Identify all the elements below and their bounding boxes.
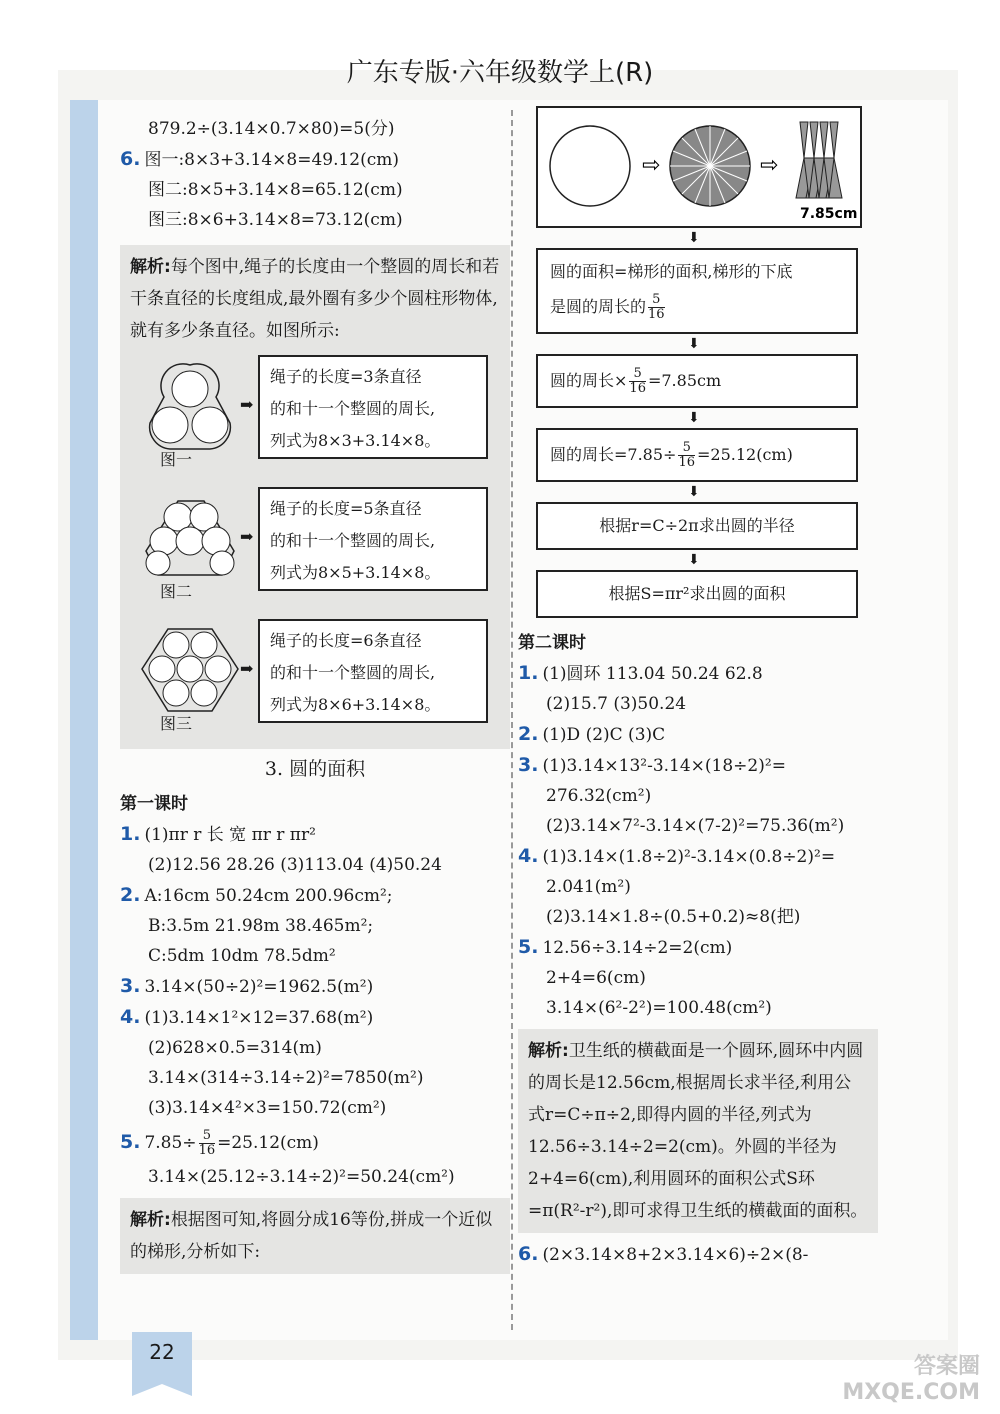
explanation-box <box>258 487 488 591</box>
question-number: 2. <box>518 723 539 745</box>
svg-text:⇨: ⇨ <box>642 153 661 178</box>
circles-diagram-3 <box>138 621 242 717</box>
watermark-line: MXQE.COM <box>842 1380 980 1405</box>
arrow-down-icon: ⬇ <box>688 336 700 352</box>
answer-line: (2)15.7 (3)50.24 <box>546 694 687 714</box>
flow-text-part: 是圆的周长的 <box>550 297 647 316</box>
analysis-body: 根据图可知,将圆分成16等份,拼成一个近似的梯形,分析如下: <box>130 1210 493 1262</box>
answer-line: 879.2÷(3.14×0.7×80)=5(分) <box>148 119 395 139</box>
box-line: 的和十一个整圆的周长, <box>270 399 436 418</box>
flow-text-part: =7.85cm <box>647 371 722 390</box>
answer-line: (1)D (2)C (3)C <box>542 725 666 745</box>
fraction <box>648 293 665 322</box>
figure-2 <box>130 483 500 611</box>
question-6 <box>518 1239 938 1270</box>
question-number: 4. <box>120 1006 141 1028</box>
right-column <box>518 100 938 1270</box>
fraction <box>199 1129 216 1158</box>
answer-line: (2)3.14×7²-3.14×(7-2)²=75.36(m²) <box>546 816 845 836</box>
question-1 <box>120 819 510 850</box>
flow-step-1 <box>536 248 858 334</box>
question-number: 1. <box>120 823 141 845</box>
answer-line: 3.14×(314÷3.14÷2)²=7850(m²) <box>148 1068 424 1088</box>
flow-illustration <box>536 106 862 228</box>
binding-stripe <box>70 100 98 1340</box>
answer-line: 图二:8×5+3.14×8=65.12(cm) <box>148 180 403 200</box>
analysis-block <box>518 1029 878 1233</box>
section-title: 3. 圆的面积 <box>264 758 366 780</box>
box-line: 列式为8×5+3.14×8。 <box>270 563 441 582</box>
answer-line: A:16cm 50.24cm 200.96cm²; <box>144 886 393 906</box>
flow-step-2 <box>536 354 858 408</box>
denominator: 16 <box>198 1143 216 1158</box>
question-4 <box>518 841 938 872</box>
answer-line: 图一:8×3+3.14×8=49.12(cm) <box>144 150 400 170</box>
answer-line: (3)3.14×4²×3=150.72(cm²) <box>148 1098 387 1118</box>
question-number: 3. <box>518 754 539 776</box>
flow-text-part: =25.12(cm) <box>697 445 793 464</box>
arrow-right-icon: ➡ <box>240 659 254 678</box>
flow-step-3 <box>536 428 858 482</box>
explanation-box <box>258 355 488 459</box>
question-number: 5. <box>518 936 539 958</box>
figure-caption: 图三 <box>160 714 193 733</box>
answer-line: 3.14×(6²-2²)=100.48(cm²) <box>546 998 772 1018</box>
answer-line: (1)3.14×1²×12=37.68(m²) <box>144 1008 374 1028</box>
answer-line: (2)12.56 28.26 (3)113.04 (4)50.24 <box>148 855 442 875</box>
answer-line: 2.041(m²) <box>546 877 631 897</box>
denominator: 16 <box>629 381 646 396</box>
arrow-down-icon: ⬇ <box>688 484 700 500</box>
answer-line: 276.32(cm²) <box>546 786 652 806</box>
numerator: 5 <box>199 1129 216 1144</box>
trapezoid-label: 7.85cm <box>800 206 858 222</box>
numerator: 5 <box>648 293 665 308</box>
circle-to-trapezoid-diagram <box>538 108 860 226</box>
box-line: 列式为8×3+3.14×8。 <box>270 431 441 450</box>
analysis-label: 解析: <box>130 257 171 277</box>
question-number: 1. <box>518 662 539 684</box>
question-3 <box>518 750 938 781</box>
numerator: 5 <box>678 441 695 456</box>
explanation-box <box>258 619 488 723</box>
page-content <box>98 100 948 1340</box>
answer-line: 图三:8×6+3.14×8=73.12(cm) <box>148 210 403 230</box>
box-line: 绳子的长度=5条直径 <box>270 499 422 518</box>
lesson-title: 第二课时 <box>518 633 586 653</box>
flow-text <box>550 288 844 326</box>
answer-line: B:3.5m 21.98m 38.465m²; <box>148 916 374 936</box>
analysis-text <box>130 1204 500 1268</box>
watermark <box>842 1354 980 1406</box>
arrow-right-icon: ➡ <box>240 527 254 546</box>
question-number: 3. <box>120 975 141 997</box>
answer-line: (2)628×0.5=314(m) <box>148 1038 322 1058</box>
answer-line: 12.56÷3.14÷2=2(cm) <box>542 938 733 958</box>
answer-line: 3.14×(25.12÷3.14÷2)²=50.24(cm²) <box>148 1167 455 1187</box>
page-number: 22 <box>132 1332 192 1384</box>
box-line: 的和十一个整圆的周长, <box>270 531 436 550</box>
analysis-label: 解析: <box>528 1041 569 1061</box>
answer-line: (1)3.14×(1.8÷2)²-3.14×(0.8÷2)²= <box>542 847 836 867</box>
page-header: 广东专版·六年级数学上(R) <box>346 58 654 88</box>
answer-line: 2+4=6(cm) <box>546 968 646 988</box>
figure-caption: 图一 <box>160 450 193 469</box>
left-column <box>120 100 510 1274</box>
analysis-block <box>120 245 510 749</box>
arrow-right-icon: ➡ <box>240 395 254 414</box>
denominator: 16 <box>678 455 695 470</box>
flow-text: 圆的面积=梯形的面积,梯形的下底 <box>550 262 793 281</box>
box-line: 列式为8×6+3.14×8。 <box>270 695 441 714</box>
analysis-text <box>130 251 500 347</box>
analysis-body: 卫生纸的横截面是一个圆环,圆环中内圆的周长是12.56cm,根据周长求半径,利用公式r=C÷π÷2,即得内圆的半径,列式为12.56÷3.14÷2=2(cm)。外圆的半径为2+4=6(cm),利用圆环的面积公式S环=π(R²-r²),即可求得卫生纸的横截面的面积。 <box>528 1041 868 1221</box>
lesson-title: 第一课时 <box>120 794 188 814</box>
circles-diagram-2 <box>138 489 242 585</box>
figure-1 <box>130 351 500 479</box>
question-number: 6. <box>120 148 141 170</box>
flow-text: 根据S=πr²求出圆的面积 <box>608 584 786 603</box>
analysis-block <box>120 1198 510 1274</box>
question-number: 2. <box>120 884 141 906</box>
analysis-label: 解析: <box>130 1210 171 1230</box>
flow-text-part: 圆的周长=7.85÷ <box>550 445 677 464</box>
question-2 <box>120 880 510 911</box>
question-6 <box>120 144 510 175</box>
question-number: 6. <box>518 1243 539 1265</box>
figure-3 <box>130 615 500 743</box>
box-line: 绳子的长度=6条直径 <box>270 631 422 650</box>
answer-text: =25.12(cm) <box>217 1133 319 1153</box>
numerator: 5 <box>629 367 646 382</box>
arrow-down-icon: ⬇ <box>688 410 700 426</box>
question-number: 4. <box>518 845 539 867</box>
question-1 <box>518 658 938 689</box>
figure-caption: 图二 <box>160 582 193 601</box>
flowchart <box>518 106 938 618</box>
svg-text:⇨: ⇨ <box>760 153 779 178</box>
fraction <box>678 441 695 470</box>
question-2 <box>518 719 938 750</box>
analysis-text <box>528 1035 868 1227</box>
answer-line: (2×3.14×8+2×3.14×6)÷2×(8- <box>542 1245 809 1265</box>
column-divider <box>511 110 513 1330</box>
answer-line: 3.14×(50÷2)²=1962.5(m²) <box>144 977 374 997</box>
arrow-down-icon: ⬇ <box>688 230 700 246</box>
answer-text: 7.85÷ <box>144 1133 197 1153</box>
flow-step-4 <box>536 502 858 550</box>
box-line: 绳子的长度=3条直径 <box>270 367 422 386</box>
answer-line: (1)圆环 113.04 50.24 62.8 <box>542 664 763 684</box>
answer-line: C:5dm 10dm 78.5dm² <box>148 946 336 966</box>
question-3 <box>120 971 510 1002</box>
flow-text-part: 圆的周长× <box>550 371 628 390</box>
analysis-body: 每个图中,绳子的长度由一个整圆的周长和若干条直径的长度组成,最外圈有多少个圆柱形物体,就有多少条直径。如图所示: <box>130 257 500 341</box>
question-4 <box>120 1002 510 1033</box>
flow-text <box>550 362 844 400</box>
question-5 <box>518 932 938 963</box>
watermark-line: 答案圈 <box>913 1354 980 1379</box>
circles-diagram-1 <box>138 357 242 453</box>
flow-step-5 <box>536 570 858 618</box>
question-number: 5. <box>120 1131 141 1153</box>
fraction <box>629 367 646 396</box>
flow-text: 根据r=C÷2π求出圆的半径 <box>599 516 795 535</box>
box-line: 的和十一个整圆的周长, <box>270 663 436 682</box>
denominator: 16 <box>648 307 665 322</box>
answer-line: (2)3.14×1.8÷(0.5+0.2)≈8(把) <box>546 907 801 927</box>
answer-line: (1)πr r 长 宽 πr r πr² <box>144 825 316 845</box>
answer-line: (1)3.14×13²-3.14×(18÷2)²= <box>542 756 786 776</box>
question-5 <box>120 1123 510 1162</box>
flow-text <box>550 436 844 474</box>
arrow-down-icon: ⬇ <box>688 552 700 568</box>
